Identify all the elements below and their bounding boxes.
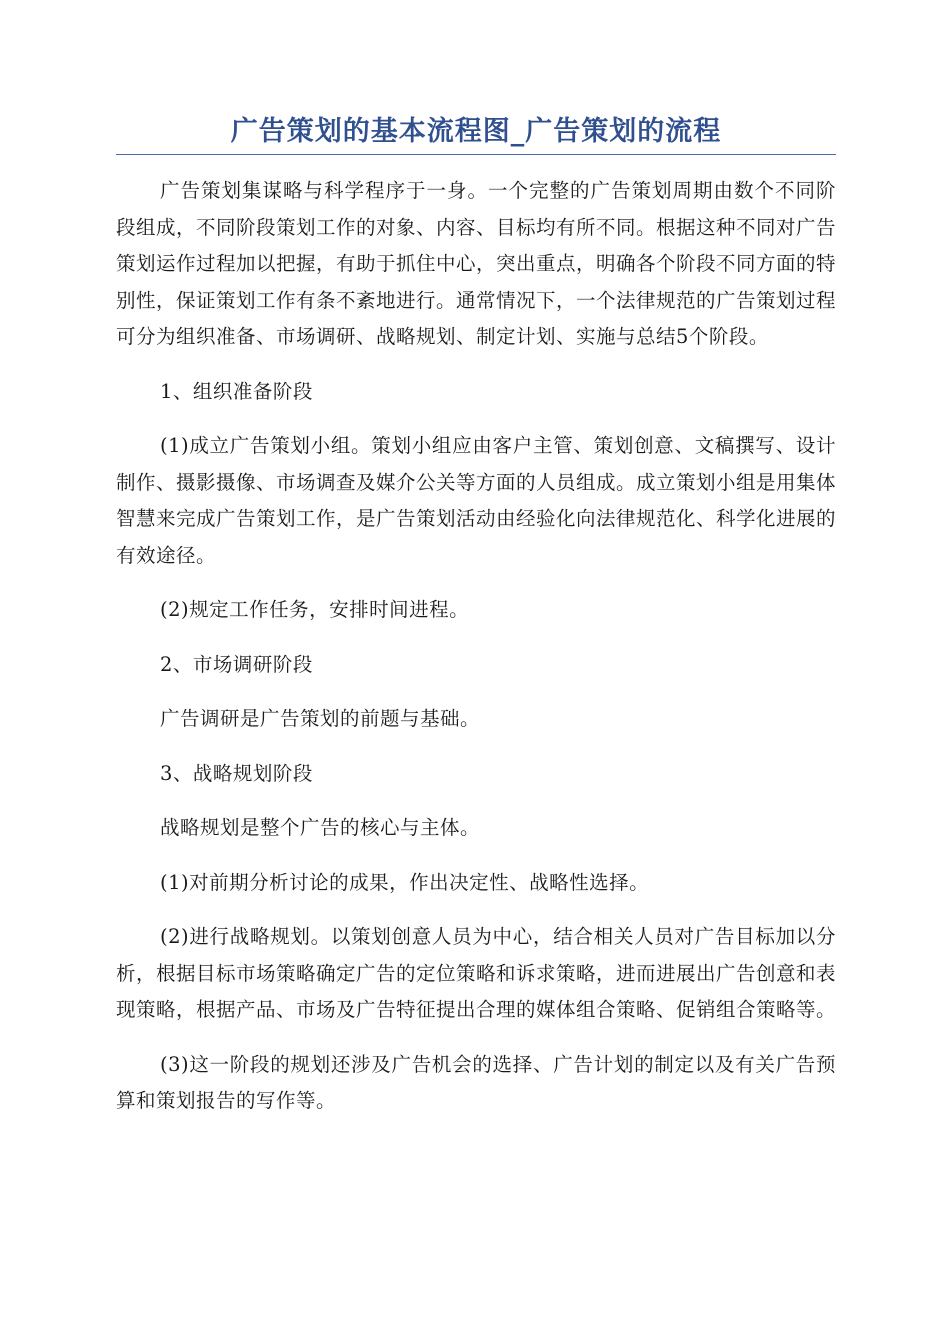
paragraph-3-1: (1)对前期分析讨论的成果，作出决定性、战略性选择。 [160,870,650,894]
paragraph-intro: 广告策划集谋略与科学程序于一身。一个完整的广告策划周期由数个不同阶段组成，不同阶段策划工作的对象、内容、目标均有所不同。根据这种不同对广告策划运作过程加以把握，有助于抓住中心，突出重点，明确各个阶段不同方面的特别性，保证策划工作有条不紊地进行。通常情况下，一个法律规范的广告策划过程可分为组织准备、市场调研、战略规划、制定计划、实施与总结5个阶段。 [116,179,837,348]
paragraph-3-intro: 战略规划是整个广告的核心与主体。 [160,816,481,839]
paragraph-1-1: (1)成立广告策划小组。策划小组应由客户主管、策划创意、文稿撰写、设计制作、摄影摄像、市场调查及媒介公关等方面的人员组成。成立策划小组是用集体智慧来完成广告策划工作，是广告策划活动由经验化向法律规范化、科学化进展的有效途径。 [116,434,837,567]
paragraph-3-2: (2)进行战略规划。以策划创意人员为中心，结合相关人员对广告目标加以分析，根据目标市场策略确定广告的定位策略和诉求策略，进而进展出广告创意和表现策略，根据产品、市场及广告特征提出合理的媒体组合策略、促销组合策略等。 [116,925,837,1021]
paragraph-2-1: 广告调研是广告策划的前题与基础。 [160,707,481,730]
section-heading-1: 1、组织准备阶段 [160,379,313,403]
document-page [116,112,836,1138]
document-title: 广告策划的基本流程图_广告策划的流程 [116,112,836,155]
paragraph-3-3: (3)这一阶段的规划还涉及广告机会的选择、广告计划的制定以及有关广告预算和策划报告的写作等。 [116,1052,836,1112]
document-body [116,173,836,1120]
paragraph-1-2: (2)规定工作任务，安排时间进程。 [160,598,470,621]
section-heading-3: 3、战略规划阶段 [160,761,313,785]
section-heading-2: 2、市场调研阶段 [160,652,313,676]
